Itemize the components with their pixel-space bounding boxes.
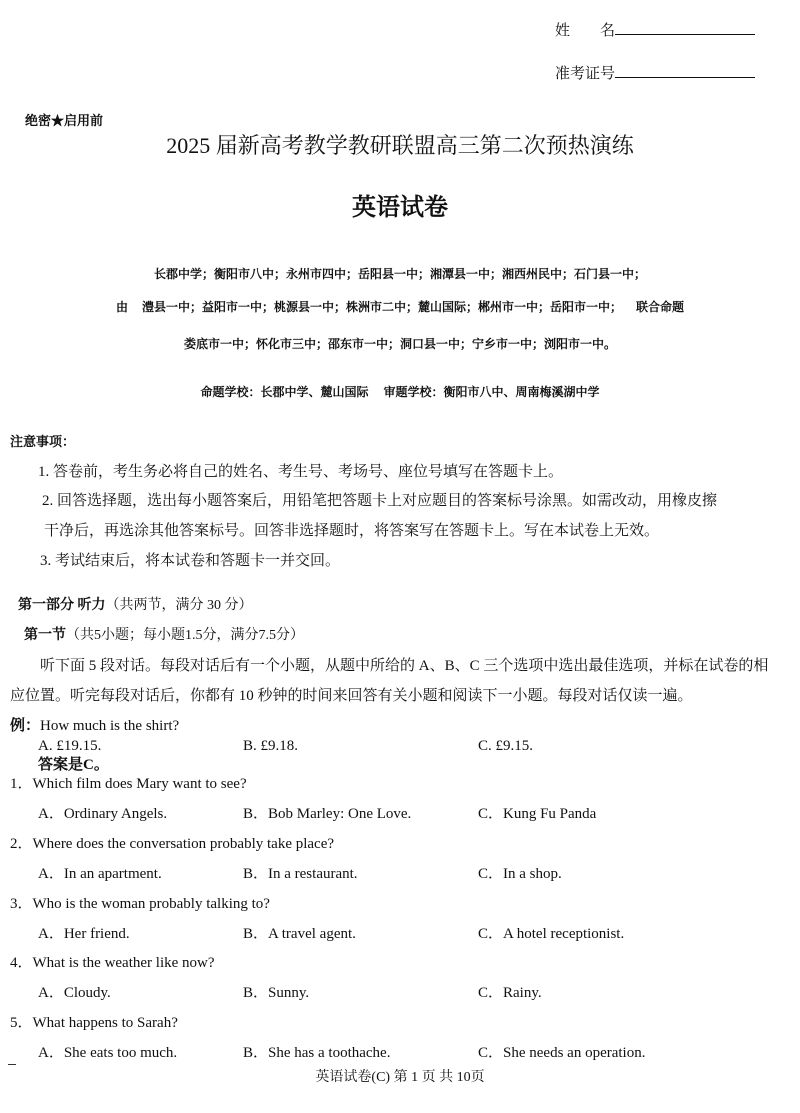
name-underline: [615, 20, 755, 35]
setters: 命题学校：长郡中学、麓山国际 审题学校：衡阳市八中、周南梅溪湖中学: [200, 385, 600, 399]
question-2-option-c: C．In a shop.: [478, 865, 562, 882]
example-question: 例：How much is the shirt?: [10, 718, 180, 734]
instructions-1: 听下面 5 段对话。每段对话后有一个小题，从题中所给的 A、B、C 三个选项中选出最佳选项，并标在试卷的相: [40, 658, 769, 674]
question-4-option-b: B．Sunny.: [243, 985, 310, 1002]
subject-title: 英语试卷: [352, 195, 448, 221]
schools-suffix: 联合命题: [636, 300, 685, 314]
schools-line-2: 澧县一中；益阳市一中；桃源县一中；株洲市二中；麓山国际；郴州市一中；岳阳市一中；: [141, 300, 622, 314]
part1-heading: 第一部分 听力（共两节，满分 30 分）: [18, 598, 253, 613]
section-heading: 第一节（共5小题；每小题1.5分，满分7.5分）: [24, 628, 304, 643]
name-field: [555, 20, 755, 39]
question-4: 4．What is the weather like now?: [10, 955, 215, 972]
question-5-option-a: A．She eats too much.: [38, 1045, 178, 1062]
secret-label: 绝密★启用前: [25, 113, 104, 128]
schools-row-2: [0, 301, 800, 313]
ticket-underline: [615, 63, 755, 78]
question-1-option-c: C．Kung Fu Panda: [478, 806, 597, 822]
note-item: 3. 考试结束后，将本试卷和答题卡一并交回。: [40, 553, 341, 569]
example-answer: 答案是C。: [38, 757, 109, 773]
example-option-a: A. £19.15.: [38, 738, 102, 754]
page-footer: 英语试卷(C) 第 1 页 共 10页: [315, 1070, 485, 1085]
question-2: 2．Where does the conversation probably take place?: [10, 835, 335, 852]
name-label: 姓 名: [555, 23, 616, 39]
schools-line-1: 长郡中学；衡阳市八中；永州市四中；岳阳县一中；湘潭县一中；湘西州民中；石门县一中；: [153, 267, 646, 281]
footer-mark: [8, 1064, 16, 1065]
question-2-option-b: B．In a restaurant.: [243, 865, 358, 882]
question-1-option-b: B．Bob Marley: One Love.: [243, 806, 412, 822]
ticket-field: [555, 63, 755, 82]
note-item: 干净后，再选涂其他答案标号。回答非选择题时，将答案写在答题卡上。写在本试卷上无效。: [44, 523, 660, 539]
question-5: 5．What happens to Sarah?: [10, 1015, 178, 1032]
question-1-option-a: A．Ordinary Angels.: [38, 806, 168, 822]
question-3-option-c: C．A hotel receptionist.: [478, 925, 625, 942]
question-1: 1．Which film does Mary want to see?: [10, 776, 247, 792]
example-option-c: C. £9.15.: [478, 738, 534, 754]
question-3: 3．Who is the woman probably talking to?: [10, 895, 270, 912]
question-5-option-b: B．She has a toothache.: [243, 1045, 391, 1062]
schools-line-3: 娄底市一中；怀化市三中；邵东市一中；洞口县一中；宁乡市一中；浏阳市一中。: [183, 337, 616, 351]
ticket-label: 准考证号: [555, 66, 616, 82]
schools-prefix: 由: [115, 300, 128, 314]
note-item: 2. 回答选择题，选出每小题答案后，用铅笔把答题卡上对应题目的答案标号涂黑。如需改动，用橡皮擦: [42, 493, 718, 509]
question-4-option-c: C．Rainy.: [478, 985, 542, 1002]
example-option-b: B. £9.18.: [243, 738, 299, 754]
question-3-option-a: A．Her friend.: [38, 925, 130, 942]
question-5-option-c: C．She needs an operation.: [478, 1045, 646, 1062]
note-item: 1. 答卷前，考生务必将自己的姓名、考生号、考场号、座位号填写在答题卡上。: [38, 464, 564, 480]
exam-title: 2025 届新高考教学教研联盟高三第二次预热演练: [166, 133, 634, 158]
question-4-option-a: A．Cloudy.: [38, 985, 111, 1002]
instructions-2: 应位置。听完每段对话后，你都有 10 秒钟的时间来回答有关小题和阅读下一小题。每段对话仅读一遍。: [10, 688, 693, 704]
question-3-option-b: B．A travel agent.: [243, 925, 356, 942]
question-2-option-a: A．In an apartment.: [38, 865, 162, 882]
notes-heading: 注意事项：: [10, 434, 76, 449]
